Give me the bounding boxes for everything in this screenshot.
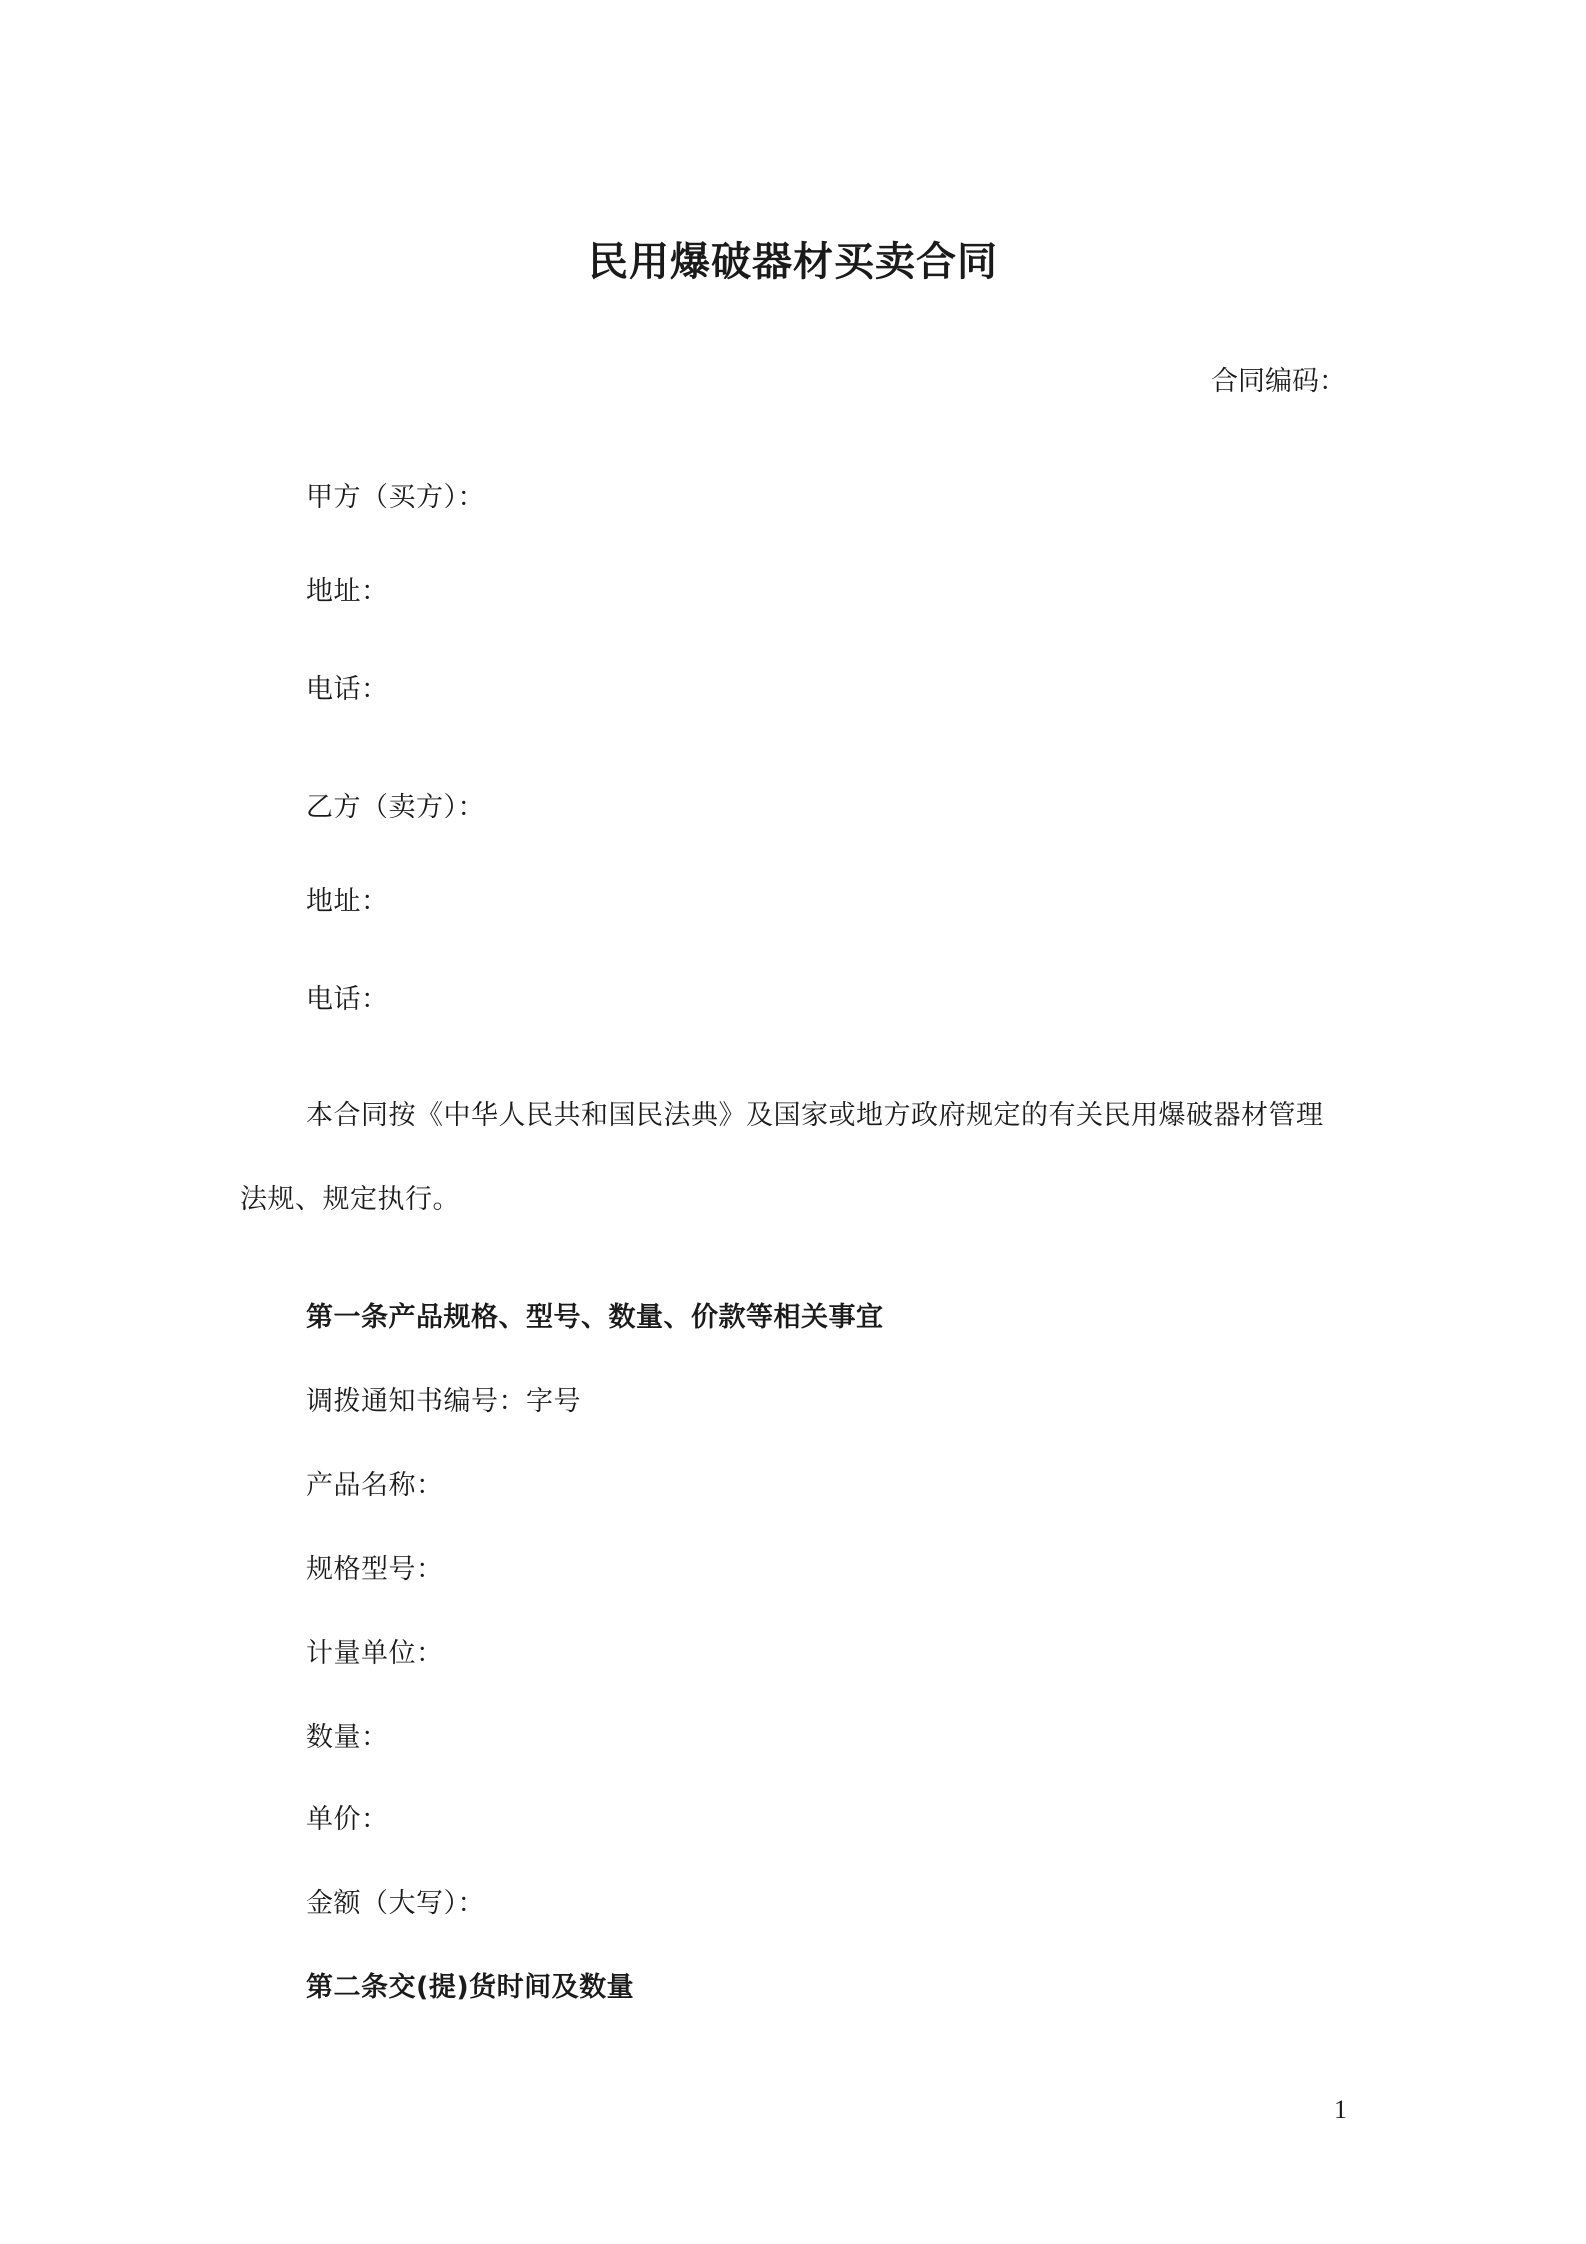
document-title: 民用爆破器材买卖合同 bbox=[588, 239, 998, 285]
article-1-field: 数量： bbox=[306, 1722, 389, 1753]
article-1-heading: 第一条产品规格、型号、数量、价款等相关事宜 bbox=[306, 1302, 884, 1333]
article-1-field: 计量单位： bbox=[306, 1638, 444, 1669]
party-b-label: 乙方（卖方）： bbox=[306, 792, 485, 823]
preamble-line-1: 本合同按《中华人民共和国民法典》及国家或地方政府规定的有关民用爆破器材管理 bbox=[306, 1100, 1324, 1131]
party-a-address-label: 地址： bbox=[306, 576, 389, 607]
article-2-heading: 第二条交(提)货时间及数量 bbox=[306, 1972, 635, 2003]
party-b-address-label: 地址： bbox=[306, 886, 389, 917]
article-1-field: 规格型号： bbox=[306, 1554, 444, 1585]
preamble-line-2: 法规、规定执行。 bbox=[240, 1184, 460, 1215]
article-1-field: 产品名称： bbox=[306, 1470, 444, 1501]
article-1-field: 调拨通知书编号：字号 bbox=[306, 1386, 581, 1417]
party-b-phone-label: 电话： bbox=[306, 984, 389, 1015]
article-1-field: 金额（大写）： bbox=[306, 1888, 485, 1919]
article-1-field: 单价： bbox=[306, 1804, 389, 1835]
contract-number-label: 合同编码： bbox=[1211, 366, 1346, 397]
party-a-label: 甲方（买方）： bbox=[306, 482, 485, 513]
page-number: 1 bbox=[1334, 2095, 1347, 2124]
party-a-phone-label: 电话： bbox=[306, 674, 389, 705]
